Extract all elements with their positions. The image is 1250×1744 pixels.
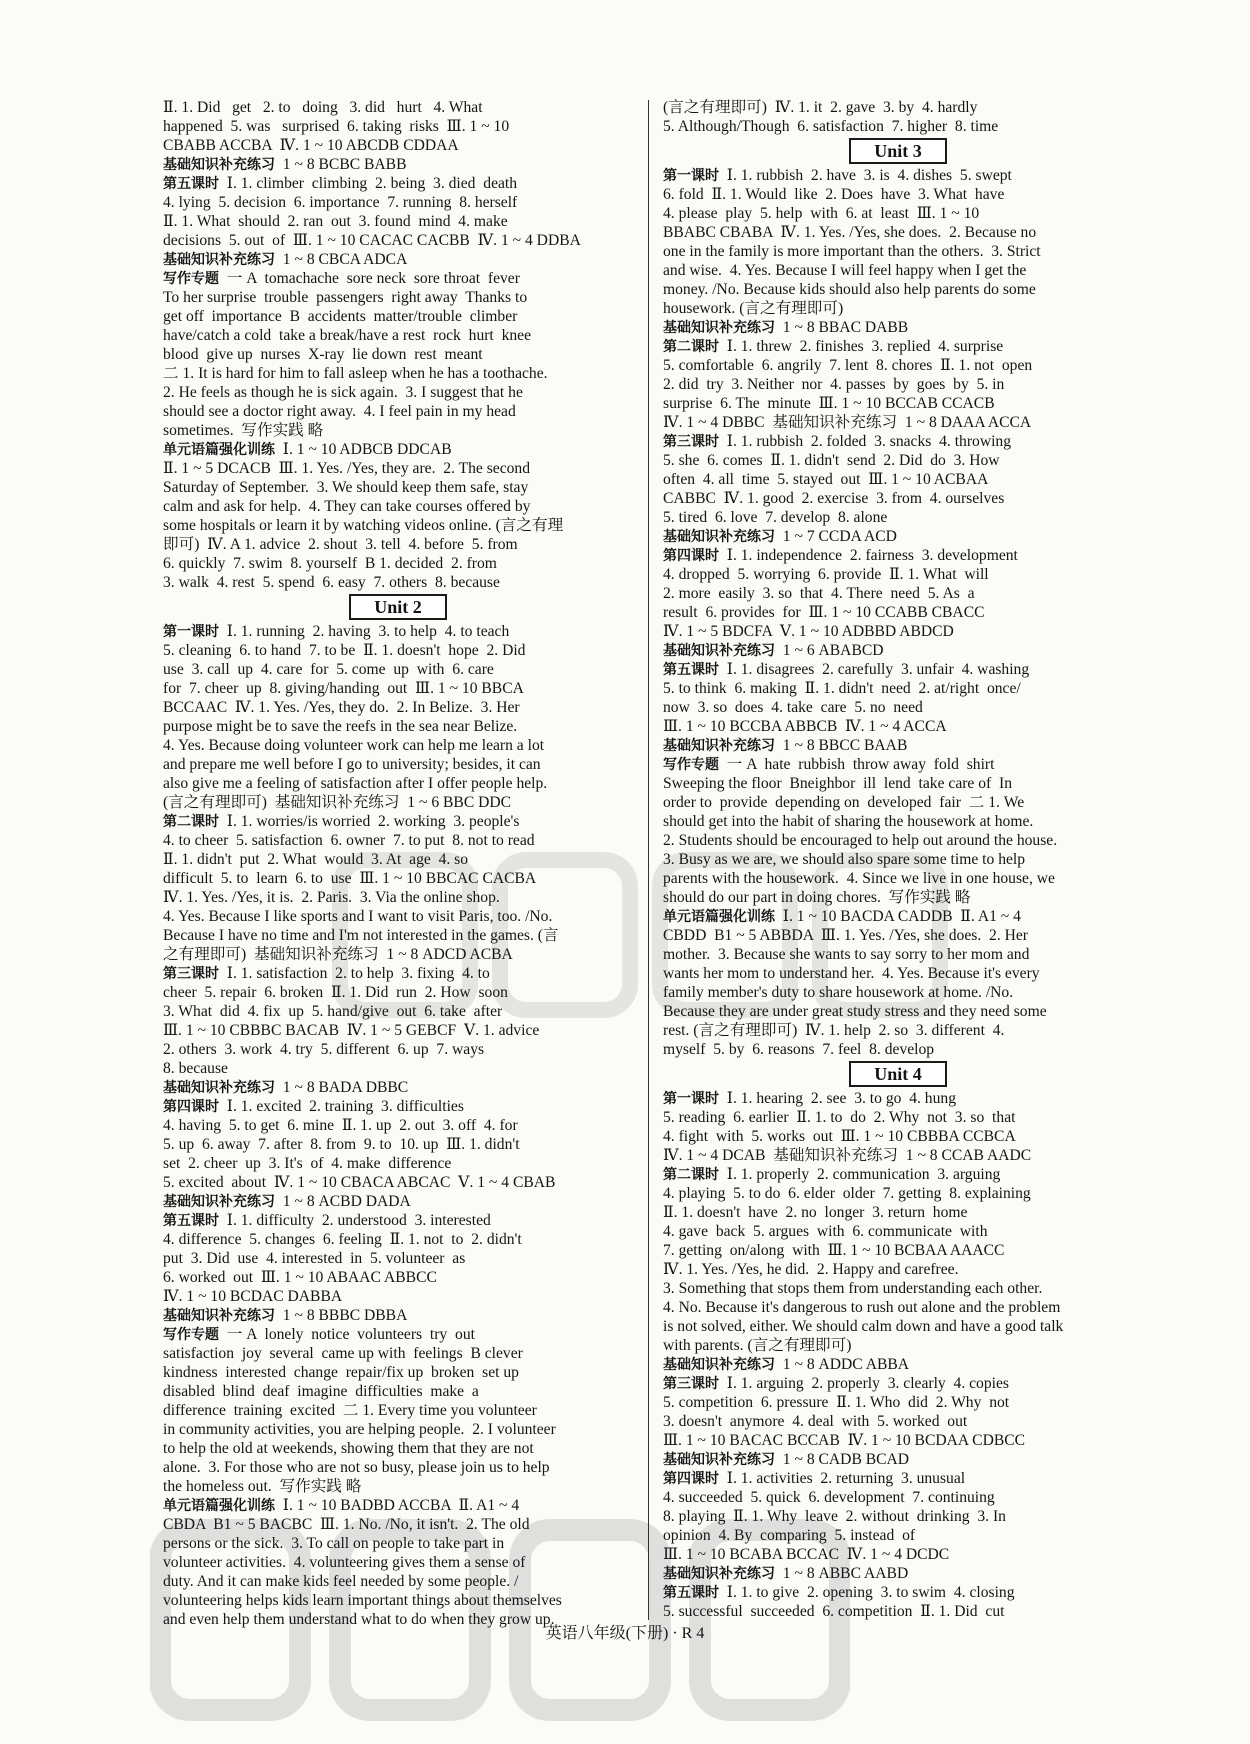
section-label: 第三课时 [163, 966, 219, 982]
answer-line: 基础知识补充练习 1 ~ 8 ACBD DADA [163, 1193, 411, 1210]
section-label: 基础知识补充练习 [663, 643, 775, 659]
section-label: 写作专题 [163, 271, 219, 287]
answer-line: order to provide depending on developed fair 二 1. We [663, 794, 1025, 811]
section-label: 第四课时 [663, 548, 719, 564]
answer-line: 第二课时 Ⅰ. 1. worries/is worried 2. working 3. people's [163, 813, 520, 830]
section-label: 第五课时 [663, 662, 719, 678]
answer-line: 6. fold Ⅱ. 1. Would like 2. Does have 3. What have [663, 186, 1005, 203]
right-column [663, 98, 1133, 1621]
answer-line: (言之有理即可) 基础知识补充练习 1 ~ 6 BBC DDC [163, 794, 512, 811]
answer-line: surprise 6. The minute Ⅲ. 1 ~ 10 BCCAB CCACB [663, 395, 995, 412]
section-label: 基础知识补充练习 [163, 1194, 275, 1210]
answer-line: and prepare me well before I go to university; besides, it can [163, 756, 541, 773]
answer-line: 写作专题 一 A lonely notice volunteers try out [163, 1326, 475, 1343]
section-label: 写作专题 [663, 757, 719, 773]
answer-line: alone. 3. For those who are not so busy, please join us to help [163, 1459, 550, 1476]
answer-line: 5. to think 6. making Ⅱ. 1. didn't need 2. at/right once/ [663, 680, 1021, 697]
answer-line: BCCAAC Ⅳ. 1. Yes. /Yes, they do. 2. In Belize. 3. Her [163, 699, 520, 716]
answer-line: 5. she 6. comes Ⅱ. 1. didn't send 2. Did do 3. How [663, 452, 1000, 469]
answer-line: get off importance B accidents matter/trouble climber [163, 308, 518, 325]
answer-line: 4. gave back 5. argues with 6. communicate with [663, 1223, 988, 1240]
answer-line: should get into the habit of sharing the housework at home. [663, 813, 1034, 830]
answer-line: 单元语篇强化训练 Ⅰ. 1 ~ 10 BACDA CADDB Ⅱ. A1 ~ 4 [663, 908, 1021, 925]
answer-line: 第五课时 Ⅰ. 1. climber climbing 2. being 3. died death [163, 175, 518, 192]
answer-line: 8. playing Ⅱ. 1. Why leave 2. without drinking 3. In [663, 1508, 1006, 1525]
answer-line: Ⅱ. 1. Did get 2. to doing 3. did hurt 4. What [163, 99, 483, 116]
answer-line: 4. difference 5. changes 6. feeling Ⅱ. 1. not to 2. didn't [163, 1231, 522, 1248]
answer-line: purpose might be to save the reefs in the sea near Belize. [163, 718, 518, 735]
section-label: 基础知识补充练习 [663, 738, 775, 754]
answer-line: calm and ask for help. 4. They can take courses offered by [163, 498, 531, 515]
answer-line: mother. 3. Because she wants to say sorry to her mom and [663, 946, 1030, 963]
answer-line: 4. Yes. Because doing volunteer work can help me learn a lot [163, 737, 545, 754]
column-divider [648, 100, 649, 1620]
answer-line: 第四课时 Ⅰ. 1. excited 2. training 3. difficulties [163, 1098, 464, 1115]
section-label: 第三课时 [663, 1376, 719, 1392]
answer-line: difference training excited 二 1. Every time you volunteer [163, 1402, 537, 1419]
section-label: 基础知识补充练习 [663, 529, 775, 545]
answer-line: for 7. cheer up 8. giving/handing out Ⅲ. 1 ~ 10 BBCA [163, 680, 524, 697]
answer-line: 基础知识补充练习 1 ~ 8 CADB BCAD [663, 1451, 910, 1468]
answer-line: rest. (言之有理即可) Ⅳ. 1. help 2. so 3. different 4. [663, 1022, 1005, 1039]
answer-line: 第一课时 Ⅰ. 1. rubbish 2. have 3. is 4. dishes 5. swept [663, 167, 1012, 184]
answer-line: 基础知识补充练习 1 ~ 8 BCBC BABB [163, 156, 407, 173]
answer-line: 4. playing 5. to do 6. elder older 7. getting 8. explaining [663, 1185, 1031, 1202]
answer-line: Ⅱ. 1. What should 2. ran out 3. found mind 4. make [163, 213, 508, 230]
answer-line: now 3. so does 4. take care 5. no need [663, 699, 923, 716]
answer-line: volunteering helps kids learn important things about themselves [163, 1592, 562, 1609]
answer-line: To her surprise trouble passengers right away Thanks to [163, 289, 528, 306]
section-label: 第二课时 [663, 339, 719, 355]
answer-line: 第五课时 Ⅰ. 1. difficulty 2. understood 3. interested [163, 1212, 491, 1229]
answer-line: myself 5. by 6. reasons 7. feel 8. develop [663, 1041, 935, 1058]
answer-line: 基础知识补充练习 1 ~ 7 CCDA ACD [663, 528, 897, 545]
answer-line: 7. getting on/along with Ⅲ. 1 ~ 10 BCBAA AAACC [663, 1242, 1005, 1259]
answer-line: also give me a feeling of satisfaction after I offer people help. [163, 775, 548, 792]
answer-line: wants her mom to understand her. 4. Yes. Because it's every [663, 965, 1040, 982]
answer-line: 基础知识补充练习 1 ~ 6 ABABCD [663, 642, 884, 659]
section-label: 第五课时 [663, 1585, 719, 1601]
section-label: 单元语篇强化训练 [163, 1498, 275, 1514]
answer-line: 2. did try 3. Neither nor 4. passes by goes by 5. in [663, 376, 1005, 393]
answer-line: 基础知识补充练习 1 ~ 8 CBCA ADCA [163, 251, 408, 268]
answer-line: and even help them understand what to do when they grow up. [163, 1611, 555, 1628]
answer-line: 第五课时 Ⅰ. 1. disagrees 2. carefully 3. unfair 4. washing [663, 661, 1030, 678]
answer-line: put 3. Did use 4. interested in 5. volunteer as [163, 1250, 466, 1267]
section-label: 基础知识补充练习 [163, 1080, 275, 1096]
answer-line: 6. worked out Ⅲ. 1 ~ 10 ABAAC ABBCC [163, 1269, 437, 1286]
answer-line: difficult 5. to learn 6. to use Ⅲ. 1 ~ 10 BBCAC CACBA [163, 870, 537, 887]
answer-line: 2. He feels as though he is sick again. 3. I suggest that he [163, 384, 523, 401]
answer-line: Ⅳ. 1 ~ 5 BDCFA Ⅴ. 1 ~ 10 ADBBD ABDCD [663, 623, 954, 640]
answer-line: should see a doctor right away. 4. I feel pain in my head [163, 403, 516, 420]
answer-line: 3. Busy as we are, we should also spare some time to help [663, 851, 1026, 868]
answer-line: often 4. all time 5. stayed out Ⅲ. 1 ~ 10 ACBAA [663, 471, 989, 488]
section-label: 单元语篇强化训练 [663, 909, 775, 925]
section-label: 基础知识补充练习 [663, 1452, 775, 1468]
answer-line: 单元语篇强化训练 Ⅰ. 1 ~ 10 BADBD ACCBA Ⅱ. A1 ~ 4 [163, 1497, 520, 1514]
section-label: 基础知识补充练习 [163, 252, 275, 268]
answer-line: Ⅳ. 1 ~ 4 DCAB 基础知识补充练习 1 ~ 8 CCAB AADC [663, 1147, 1032, 1164]
answer-line: Ⅲ. 1 ~ 10 BCCBA ABBCB Ⅳ. 1 ~ 4 ACCA [663, 718, 947, 735]
answer-line: 5. successful succeeded 6. competition Ⅱ. 1. Did cut [663, 1603, 1005, 1620]
answer-line: decisions 5. out of Ⅲ. 1 ~ 10 CACAC CACBB Ⅳ. 1 ~ 4 DDBA [163, 232, 581, 249]
answer-line: 第一课时 Ⅰ. 1. hearing 2. see 3. to go 4. hung [663, 1090, 956, 1107]
answer-line: 5. Although/Though 6. satisfaction 7. higher 8. time [663, 118, 999, 135]
answer-line: 第二课时 Ⅰ. 1. properly 2. communication 3. arguing [663, 1166, 1001, 1183]
answer-line: Saturday of September. 3. We should keep them safe, stay [163, 479, 529, 496]
answer-line: disabled blind deaf imagine difficulties make a [163, 1383, 479, 1400]
answer-line: 4. having 5. to get 6. mine Ⅱ. 1. up 2. out 3. off 4. for [163, 1117, 518, 1134]
answer-line: Ⅲ. 1 ~ 10 BACAC BCCAB Ⅳ. 1 ~ 10 BCDAA CDBCC [663, 1432, 1026, 1449]
answer-line: and wise. 4. Yes. Because I will feel happy when I get the [663, 262, 1027, 279]
answer-line: parents with the housework. 4. Since we live in one house, we [663, 870, 1055, 887]
section-label: 第四课时 [663, 1471, 719, 1487]
section-label: 第二课时 [663, 1167, 719, 1183]
answer-line: duty. And it can make kids feel needed by some people. / [163, 1573, 519, 1590]
section-label: 第一课时 [163, 624, 219, 640]
answer-line: 5. reading 6. earlier Ⅱ. 1. to do 2. Why not 3. so that [663, 1109, 1016, 1126]
answer-line: family member's duty to share housework at home. /No. [663, 984, 1014, 1001]
answer-line: 3. What did 4. fix up 5. hand/give out 6. take after [163, 1003, 503, 1020]
answer-line: 二 1. It is hard for him to fall asleep when he has a toothache. [163, 365, 548, 382]
answer-line: 5. cleaning 6. to hand 7. to be Ⅱ. 1. doesn't hope 2. Did [163, 642, 526, 659]
answer-line: persons or the sick. 3. To call on people to take part in [163, 1535, 505, 1552]
answer-line: 第四课时 Ⅰ. 1. activities 2. returning 3. unusual [663, 1470, 966, 1487]
answer-line: Ⅲ. 1 ~ 10 CBBBC BACAB Ⅳ. 1 ~ 5 GEBCF Ⅴ. 1. advice [163, 1022, 540, 1039]
section-label: 基础知识补充练习 [663, 320, 775, 336]
answer-line: cheer 5. repair 6. broken Ⅱ. 1. Did run 2. How soon [163, 984, 508, 1001]
answer-line: 第一课时 Ⅰ. 1. running 2. having 3. to help 4. to teach [163, 623, 510, 640]
answer-line: 5. tired 6. love 7. develop 8. alone [663, 509, 888, 526]
answer-line: some hospitals or learn it by watching videos online. (言之有理 [163, 517, 564, 534]
answer-line: 6. quickly 7. swim 8. yourself B 1. decided 2. from [163, 555, 497, 572]
answer-line: 4. No. Because it's dangerous to rush out alone and the problem [663, 1299, 1061, 1316]
answer-line: 第三课时 Ⅰ. 1. satisfaction 2. to help 3. fixing 4. to [163, 965, 490, 982]
section-label: 单元语篇强化训练 [163, 442, 275, 458]
answer-line: 基础知识补充练习 1 ~ 8 BADA DBBC [163, 1079, 409, 1096]
answer-line: 5. up 6. away 7. after 8. from 9. to 10. up Ⅲ. 1. didn't [163, 1136, 520, 1153]
answer-line: 2. more easily 3. so that 4. There need 5. As a [663, 585, 975, 602]
answer-line: 写作专题 一 A tomachache sore neck sore throat fever [163, 270, 520, 287]
unit-heading: Unit 2 [349, 594, 447, 620]
answer-line: 4. please play 5. help with 6. at least Ⅲ. 1 ~ 10 [663, 205, 980, 222]
answer-line: the homeless out. 写作实践 略 [163, 1478, 362, 1495]
answer-line: 第四课时 Ⅰ. 1. independence 2. fairness 3. development [663, 547, 1018, 564]
answer-line: 单元语篇强化训练 Ⅰ. 1 ~ 10 ADBCB DDCAB [163, 441, 452, 458]
answer-line: 基础知识补充练习 1 ~ 8 ADDC ABBA [663, 1356, 910, 1373]
answer-line: 即可) Ⅳ. A 1. advice 2. shout 3. tell 4. before 5. from [163, 536, 518, 553]
section-label: 第二课时 [163, 814, 219, 830]
section-label: 第四课时 [163, 1099, 219, 1115]
answer-line: 4. Yes. Because I like sports and I want to visit Paris, too. /No. [163, 908, 553, 925]
answer-line: 5. excited about Ⅳ. 1 ~ 10 CBACA ABCAC Ⅴ. 1 ~ 4 CBAB [163, 1174, 556, 1191]
answer-line: Ⅱ. 1 ~ 5 DCACB Ⅲ. 1. Yes. /Yes, they are. 2. The second [163, 460, 531, 477]
answer-line: money. /No. Because kids should also help parents do some [663, 281, 1036, 298]
answer-line: Ⅳ. 1. Yes. /Yes, it is. 2. Paris. 3. Via the online shop. [163, 889, 500, 906]
answer-line: 3. Something that stops them from understanding each other. [663, 1280, 1043, 1297]
answer-line: Ⅳ. 1 ~ 10 BCDAC DABBA [163, 1288, 343, 1305]
answer-line: 第二课时 Ⅰ. 1. threw 2. finishes 3. replied 4. surprise [663, 338, 1004, 355]
answer-line: Ⅱ. 1. doesn't have 2. no longer 3. return home [663, 1204, 968, 1221]
answer-line: should do our part in doing chores. 写作实践 略 [663, 889, 971, 906]
answer-line: happened 5. was surprised 6. taking risks Ⅲ. 1 ~ 10 [163, 118, 510, 135]
answer-line: 2. Students should be encouraged to help out around the house. [663, 832, 1058, 849]
section-label: 基础知识补充练习 [663, 1566, 775, 1582]
section-label: 写作专题 [163, 1327, 219, 1343]
answer-line: 写作专题 一 A hate rubbish throw away fold shirt [663, 756, 995, 773]
answer-line: result 6. provides for Ⅲ. 1 ~ 10 CCABB CBACC [663, 604, 985, 621]
answer-line: blood give up nurses X-ray lie down rest meant [163, 346, 483, 363]
answer-line: CBDD B1 ~ 5 ABBDA Ⅲ. 1. Yes. /Yes, she does. 2. Her [663, 927, 1028, 944]
answer-line: housework. (言之有理即可) [663, 300, 844, 317]
answer-line: CABBC Ⅳ. 1. good 2. exercise 3. from 4. ourselves [663, 490, 1005, 507]
answer-line: Ⅳ. 1 ~ 4 DBBC 基础知识补充练习 1 ~ 8 DAAA ACCA [663, 414, 1032, 431]
answer-line: with parents. (言之有理即可) [663, 1337, 852, 1354]
answer-line: 4. to cheer 5. satisfaction 6. owner 7. to put 8. not to read [163, 832, 535, 849]
answer-line: 基础知识补充练习 1 ~ 8 BBBC DBBA [163, 1307, 408, 1324]
answer-line: one in the family is more important than the others. 3. Strict [663, 243, 1041, 260]
answer-line: Because they are under great study stress and they need some [663, 1003, 1047, 1020]
answer-line: volunteer activities. 4. volunteering gives them a sense of [163, 1554, 526, 1571]
answer-line: 第五课时 Ⅰ. 1. to give 2. opening 3. to swim 4. closing [663, 1584, 1015, 1601]
answer-line: Ⅱ. 1. didn't put 2. What would 3. At age 4. so [163, 851, 469, 868]
answer-line: 4. fight with 5. works out Ⅲ. 1 ~ 10 CBBBA CCBCA [663, 1128, 1016, 1145]
section-label: 第一课时 [663, 1091, 719, 1107]
section-label: 基础知识补充练习 [163, 157, 275, 173]
unit-heading: Unit 3 [849, 138, 947, 164]
answer-line: Ⅲ. 1 ~ 10 BCABA BCCAC Ⅳ. 1 ~ 4 DCDC [663, 1546, 950, 1563]
section-label: 第三课时 [663, 434, 719, 450]
answer-line: 4. succeeded 5. quick 6. development 7. continuing [663, 1489, 995, 1506]
unit-heading: Unit 4 [849, 1061, 947, 1087]
answer-line: 3. doesn't anymore 4. deal with 5. worked out [663, 1413, 968, 1430]
answer-line: 之有理即可) 基础知识补充练习 1 ~ 8 ADCD ACBA [163, 946, 513, 963]
answer-line: CBABB ACCBA Ⅳ. 1 ~ 10 ABCDB CDDAA [163, 137, 459, 154]
answer-line: is not solved, either. We should calm down and have a good talk [663, 1318, 1064, 1335]
answer-line: use 3. call up 4. care for 5. come up with 6. care [163, 661, 494, 678]
answer-line: have/catch a cold take a break/have a rest rock hurt knee [163, 327, 531, 344]
answer-line: in community activities, you are helping people. 2. I volunteer [163, 1421, 556, 1438]
answer-line: 第三课时 Ⅰ. 1. rubbish 2. folded 3. snacks 4. throwing [663, 433, 1012, 450]
answer-line: to help the old at weekends, showing them that they are not [163, 1440, 534, 1457]
answer-line: (言之有理即可) Ⅳ. 1. it 2. gave 3. by 4. hardly [663, 99, 978, 116]
answer-line: 基础知识补充练习 1 ~ 8 BBCC BAAB [663, 737, 908, 754]
answer-line: 5. comfortable 6. angrily 7. lent 8. chores Ⅱ. 1. not open [663, 357, 1033, 374]
section-label: 第一课时 [663, 168, 719, 184]
answer-line: set 2. cheer up 3. It's of 4. make difference [163, 1155, 452, 1172]
answer-line: BBABC CBABA Ⅳ. 1. Yes. /Yes, she does. 2. Because no [663, 224, 1037, 241]
answer-line: kindness interested change repair/fix up broken set up [163, 1364, 519, 1381]
section-label: 基础知识补充练习 [663, 1357, 775, 1373]
answer-line: 第三课时 Ⅰ. 1. arguing 2. properly 3. clearly 4. copies [663, 1375, 1009, 1392]
answer-line: 4. dropped 5. worrying 6. provide Ⅱ. 1. What will [663, 566, 989, 583]
section-label: 第五课时 [163, 176, 219, 192]
answer-line: 4. lying 5. decision 6. importance 7. running 8. herself [163, 194, 518, 211]
answer-line: sometimes. 写作实践 略 [163, 422, 324, 439]
answer-line: Sweeping the floor Bneighbor ill lend take care of In [663, 775, 1013, 792]
answer-line: satisfaction joy several came up with feelings B clever [163, 1345, 523, 1362]
answer-line: Ⅳ. 1. Yes. /Yes, he did. 2. Happy and carefree. [663, 1261, 959, 1278]
answer-line: Because I have no time and I'm not interested in the games. (言 [163, 927, 559, 944]
answer-line: CBDA B1 ~ 5 BACBC Ⅲ. 1. No. /No, it isn't. 2. The old [163, 1516, 530, 1533]
section-label: 基础知识补充练习 [163, 1308, 275, 1324]
page-footer: 英语八年级(下册) · R 4 [545, 1625, 705, 1642]
answer-line: 3. walk 4. rest 5. spend 6. easy 7. others 8. because [163, 574, 500, 591]
section-label: 第五课时 [163, 1213, 219, 1229]
answer-line: opinion 4. By comparing 5. instead of [663, 1527, 916, 1544]
answer-line: 基础知识补充练习 1 ~ 8 ABBC AABD [663, 1565, 909, 1582]
answer-line: 基础知识补充练习 1 ~ 8 BBAC DABB [663, 319, 909, 336]
answer-line: 5. competition 6. pressure Ⅱ. 1. Who did 2. Why not [663, 1394, 1010, 1411]
answer-line: 8. because [163, 1060, 228, 1077]
left-column [163, 98, 633, 1629]
answer-line: 2. others 3. work 4. try 5. different 6. up 7. ways [163, 1041, 485, 1058]
